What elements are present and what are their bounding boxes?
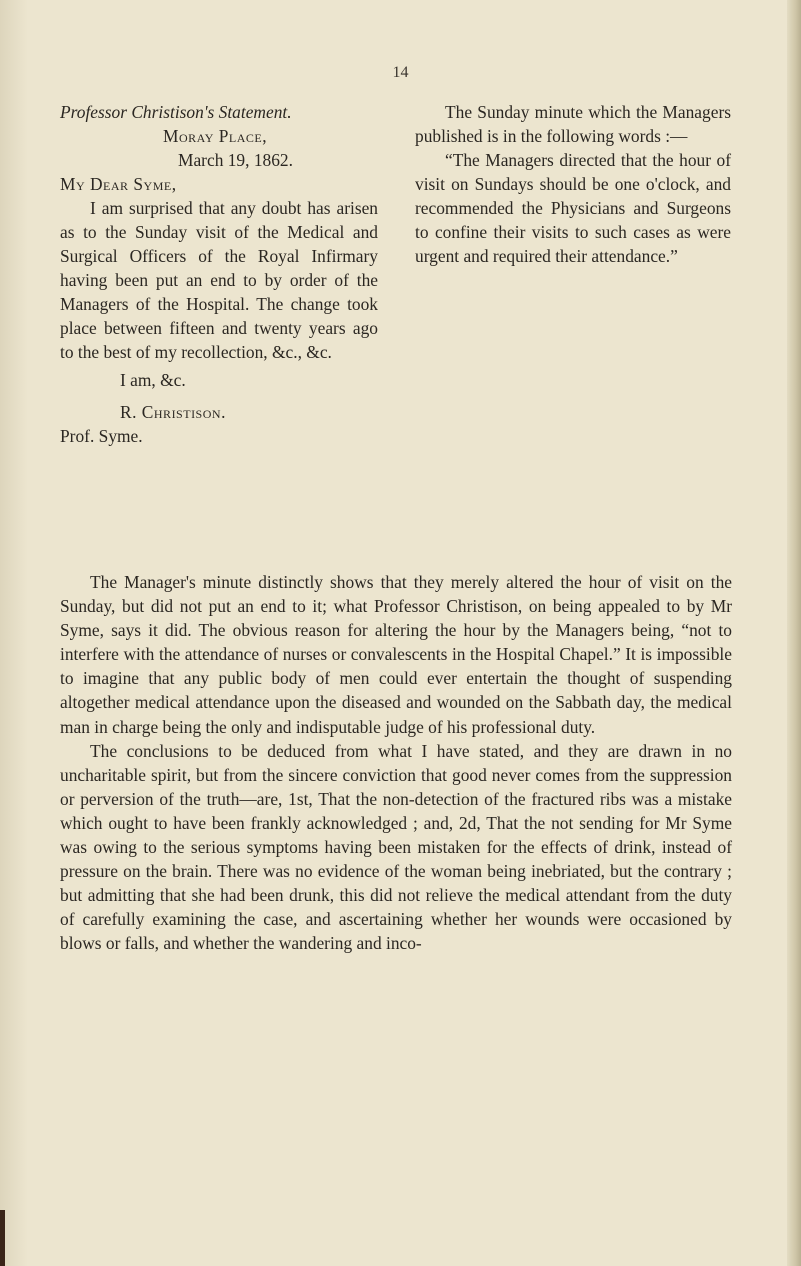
main-text — [60, 570, 732, 956]
letter-salutation: My Dear Syme, — [60, 174, 177, 194]
page-gutter-shadow — [0, 0, 28, 1266]
letter-column — [60, 100, 378, 448]
main-paragraph-2: The conclusions to be deduced from what I have stated, and they are drawn in no uncharitable spirit, but from the sincere conviction that good never comes from the suppression or perversion of the truth—are, 1st, That the non-detection of the fractured ribs was a mistake which ought to have been frankly acknowledged ; and, 2d, That the not sending for Mr Syme was owing to the serious symptoms having been mistaken for the effects of drink, instead of pressure on the brain. There was no evidence of the woman being inebriated, but the contrary ; but admitting that she had been drunk, this did not relieve the medical attendant from the duty of carefully examining the case, and ascertaining whether her wounds were occasioned by blows or falls, and whether the wandering and inco- — [60, 740, 732, 954]
letter-closing: I am, &c. — [120, 370, 186, 390]
letter-addressee: Prof. Syme. — [60, 426, 143, 446]
letter-address-place: Moray Place, — [163, 126, 268, 146]
letter-address-date: March 19, 1862. — [178, 150, 293, 170]
minute-column — [415, 100, 731, 268]
binding-mark — [0, 1210, 5, 1266]
page-edge — [787, 0, 801, 1266]
main-paragraph-1: The Manager's minute distinctly shows that they merely altered the hour of visit on the Sunday, but did not put an end to it; what Professor Christison, on being appealed to by Mr Syme, says it did. The obvious reason for altering the hour by the Managers being, “not to interfere with the attendance of nurses or convalescents in the Hospital Chapel.” It is impossible to imagine that any public body of men could ever entertain the thought of suspending altogether medical attendance upon the diseased and wounded on the Sabbath day, the medical man in charge being the only and indisputable judge of his professional duty. — [60, 572, 732, 737]
letter-heading: Professor Christison's Statement. — [60, 102, 292, 122]
minute-intro: The Sunday minute which the Managers published is in the following words :— — [415, 102, 731, 146]
page-number: 14 — [392, 64, 409, 81]
letter-signature: R. Christison. — [120, 402, 226, 422]
letter-body: I am surprised that any doubt has arisen as to the Sunday visit of the Medical and Surgical Officers of the Royal Infirmary having been put an end to by order of the Managers of the Hospital. The change took place between fifteen and twenty years ago to the best of my recollection, &c., &c. — [60, 198, 378, 362]
minute-quote: “The Managers directed that the hour of visit on Sundays should be one o'clock, and recommended the Physicians and Surgeons to confine their visits to such cases as were urgent and required their attendance.” — [415, 150, 731, 266]
